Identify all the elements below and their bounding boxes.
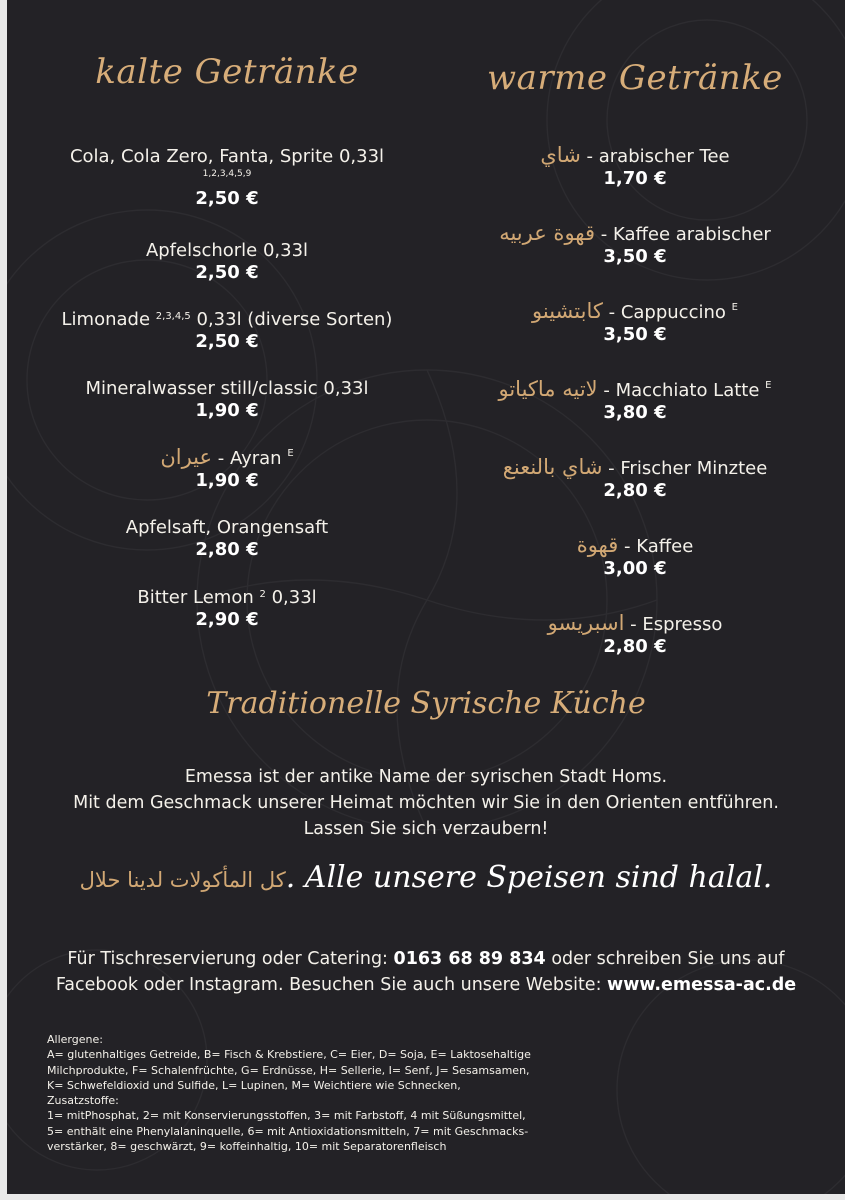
menu-item <box>435 534 835 580</box>
menu-item <box>27 146 427 210</box>
item-arabic-name: قهوة <box>576 533 619 557</box>
item-arabic-name: لاتيه ماكياتو <box>498 377 598 401</box>
item-arabic-name: عيران <box>160 445 213 469</box>
item-name-part: - arabischer Tee <box>580 146 730 167</box>
item-name <box>27 309 427 331</box>
halal-arabic: كل المأكولات لدينا حلال <box>79 868 286 892</box>
item-price: 2,80 € <box>603 480 667 501</box>
item-name <box>435 222 835 246</box>
item-price: 2,50 € <box>195 262 259 283</box>
item-arabic-name: كابتشينو <box>532 299 603 323</box>
item-name-part: Bitter Lemon <box>137 587 260 608</box>
menu-item <box>27 240 427 284</box>
item-arabic-name: شاي بالنعنع <box>502 455 603 479</box>
legend-line: Milchprodukte, F= Schalenfrüchte, G= Erdnüsse, H= Sellerie, I= Senf, J= Sesamsamen, <box>47 1063 530 1077</box>
menu-item <box>435 378 835 424</box>
item-price: 1,90 € <box>195 400 259 421</box>
contact-text: Für Tischreservierung oder Catering: <box>67 949 394 969</box>
item-name <box>435 456 835 480</box>
intro-line: Emessa ist der antike Name der syrischen Stadt Homs. <box>184 767 668 787</box>
item-price: 2,50 € <box>195 331 259 352</box>
contact-info <box>7 946 845 998</box>
website-link[interactable]: www.emessa-ac.de <box>607 975 797 995</box>
legend-line: K= Schwefeldioxid und Sulfide, L= Lupinen, M= Weichtiere wie Schnecken, <box>47 1078 461 1092</box>
contact-line <box>7 972 845 998</box>
menu-item <box>435 612 835 658</box>
legend-line: verstärker, 8= geschwärzt, 9= koffeinhaltig, 10= mit Separatorenfleisch <box>47 1140 447 1154</box>
warm-drinks-title: warme Getränke <box>487 58 783 98</box>
item-name: Apfelsaft, Orangensaft <box>125 517 329 538</box>
contact-text: oder schreiben Sie uns auf <box>545 949 785 969</box>
item-allergen-code: E <box>287 448 294 459</box>
intro-line: Mit dem Geschmack unserer Heimat möchten wir Sie in den Orienten entführen. <box>73 793 779 813</box>
menu-item <box>27 378 427 422</box>
menu-item <box>27 309 427 353</box>
menu-item <box>435 144 835 190</box>
halal-text: . Alle unsere Speisen sind halal. <box>285 860 773 895</box>
contact-text: Facebook oder Instagram. Besuchen Sie auch unsere Website: <box>55 975 608 995</box>
intro-text <box>7 764 845 842</box>
item-price: 2,80 € <box>603 636 667 657</box>
item-name-part: 0,33l <box>265 587 317 608</box>
item-name: Mineralwasser still/classic 0,33l <box>85 378 369 399</box>
item-name-part: 0,33l (diverse Sorten) <box>190 309 393 330</box>
item-name-part: - Macchiato Latte <box>597 380 760 401</box>
item-name-part: - Espresso <box>624 614 723 635</box>
legend-line: A= glutenhaltiges Getreide, B= Fisch & Krebstiere, C= Eier, D= Soja, E= Laktosehaltige <box>47 1048 531 1062</box>
item-name: Cola, Cola Zero, Fanta, Sprite 0,33l <box>69 146 385 167</box>
item-name <box>435 534 835 558</box>
item-additive-codes: 2 <box>259 589 266 600</box>
item-price: 3,50 € <box>603 246 667 267</box>
section-title: Traditionelle Syrische Küche <box>206 686 646 721</box>
item-name <box>435 300 835 324</box>
item-arabic-name: قهوة عربيه <box>499 221 596 245</box>
cold-drinks-title: kalte Getränke <box>95 52 359 92</box>
item-price: 2,50 € <box>195 188 259 209</box>
item-additive-codes: 2,3,4,5 <box>155 311 191 322</box>
item-name-part: Limonade <box>61 309 156 330</box>
item-name: Apfelschorle 0,33l <box>145 240 309 261</box>
item-name <box>27 587 427 609</box>
item-allergen-code: E <box>765 380 772 391</box>
item-price: 3,80 € <box>603 402 667 423</box>
intro-line: Lassen Sie sich verzaubern! <box>303 819 549 839</box>
menu-page <box>7 0 845 1194</box>
legend-line: Zusatzstoffe: <box>47 1094 119 1108</box>
item-name <box>435 144 835 168</box>
item-name-part: - Frischer Minztee <box>602 458 768 479</box>
menu-item <box>435 300 835 346</box>
item-name-part: - Kaffee <box>618 536 694 557</box>
allergen-legend <box>47 1032 607 1154</box>
item-allergen-code: E <box>731 302 738 313</box>
halal-statement <box>7 860 845 895</box>
item-name-part: - Ayran <box>212 448 282 469</box>
legend-line: 1= mitPhosphat, 2= mit Konservierungsstoffen, 3= mit Farbstoff, 4 mit Süßungsmittel, <box>47 1109 526 1123</box>
menu-item <box>435 222 835 268</box>
item-price: 2,90 € <box>195 609 259 630</box>
item-price: 1,90 € <box>195 470 259 491</box>
menu-item <box>435 456 835 502</box>
item-name <box>27 446 427 470</box>
legend-line: 5= enthält eine Phenylalaninquelle, 6= mit Antioxidationsmitteln, 7= mit Geschmacks- <box>47 1124 529 1138</box>
item-price: 2,80 € <box>195 539 259 560</box>
legend-line: Allergene: <box>47 1033 103 1046</box>
menu-item <box>27 517 427 561</box>
item-name-part: - Kaffee arabischer <box>595 224 771 245</box>
item-price: 3,50 € <box>603 324 667 345</box>
item-name <box>435 378 835 402</box>
item-price: 1,70 € <box>603 168 667 189</box>
phone-number: 0163 68 89 834 <box>393 949 546 969</box>
contact-line <box>7 946 845 972</box>
item-name <box>435 612 835 636</box>
item-name-part: - Cappuccino <box>602 302 726 323</box>
item-price: 3,00 € <box>603 558 667 579</box>
item-allergen-codes: 1,2,3,4,5,9 <box>202 169 252 179</box>
item-arabic-name: شاي <box>540 143 581 167</box>
menu-item <box>27 446 427 492</box>
item-arabic-name: اسبريسو <box>547 611 625 635</box>
menu-item <box>27 587 427 631</box>
